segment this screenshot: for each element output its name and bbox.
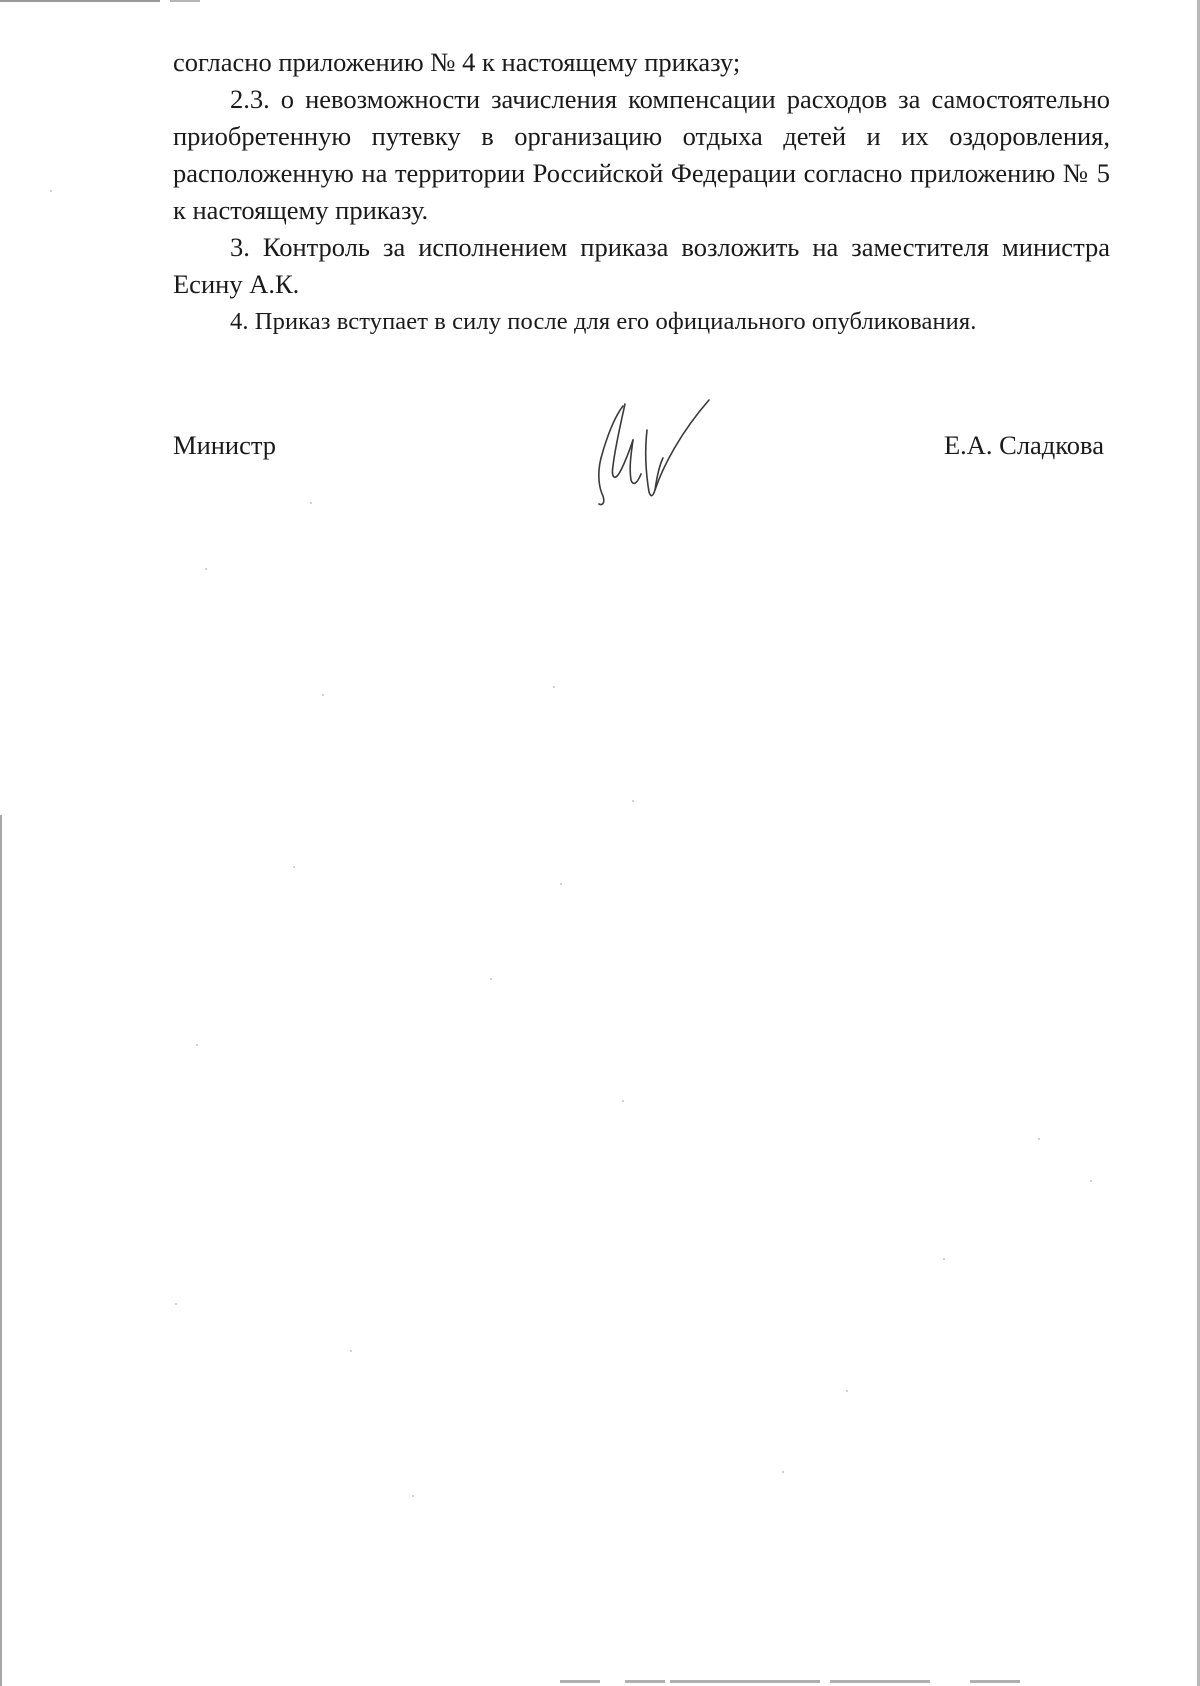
- scan-edge-bottom: [560, 1680, 600, 1683]
- scan-edge-bottom: [830, 1680, 930, 1683]
- scan-speck: [175, 1303, 177, 1305]
- paragraph-continuation: согласно приложению № 4 к настоящему приказу;: [173, 47, 741, 77]
- scan-speck: [943, 1258, 945, 1260]
- scan-speck: [1090, 1180, 1092, 1182]
- scan-speck: [350, 1350, 352, 1352]
- scan-edge-bottom: [625, 1680, 665, 1683]
- scan-speck: [490, 978, 492, 980]
- scan-speck: [205, 568, 207, 570]
- scan-speck: [50, 190, 52, 192]
- paragraph-item-4: 4. Приказ вступает в силу после для его официального опубликования.: [230, 308, 977, 335]
- scan-speck: [412, 1495, 414, 1497]
- signatory-title: Министр: [173, 430, 277, 460]
- document-body: [173, 44, 1110, 340]
- scan-speck: [310, 502, 312, 504]
- scan-speck: [196, 1044, 198, 1046]
- scan-speck: [846, 1390, 848, 1392]
- paragraph-item-2-3: 2.3. о невозможности зачисления компенсации расходов за самостоятельно приобретенную путевку в организацию отдыха детей и их оздоровления, расположенную на территории Российской Федерации согласно приложению № 5 к настоящему приказу.: [173, 84, 1110, 225]
- scan-edge-bottom: [970, 1680, 1020, 1683]
- scan-speck: [322, 694, 324, 696]
- scan-edge-top-mark: [170, 0, 200, 2]
- handwritten-signature: [585, 396, 715, 508]
- scan-speck: [1038, 1138, 1040, 1140]
- scan-speck: [293, 866, 295, 868]
- scan-speck: [782, 1471, 784, 1473]
- scan-speck: [560, 883, 562, 885]
- scan-edge-bottom: [670, 1680, 820, 1683]
- scan-edge-left: [0, 815, 2, 1686]
- scan-speck: [553, 686, 555, 688]
- signatory-name: Е.А. Сладкова: [943, 430, 1104, 460]
- scan-speck: [622, 1100, 624, 1102]
- scan-speck: [632, 800, 634, 802]
- scan-edge-top: [0, 0, 160, 2]
- paragraph-item-3: 3. Контроль за исполнением приказа возложить на заместителя министра Есину А.К.: [173, 232, 1110, 299]
